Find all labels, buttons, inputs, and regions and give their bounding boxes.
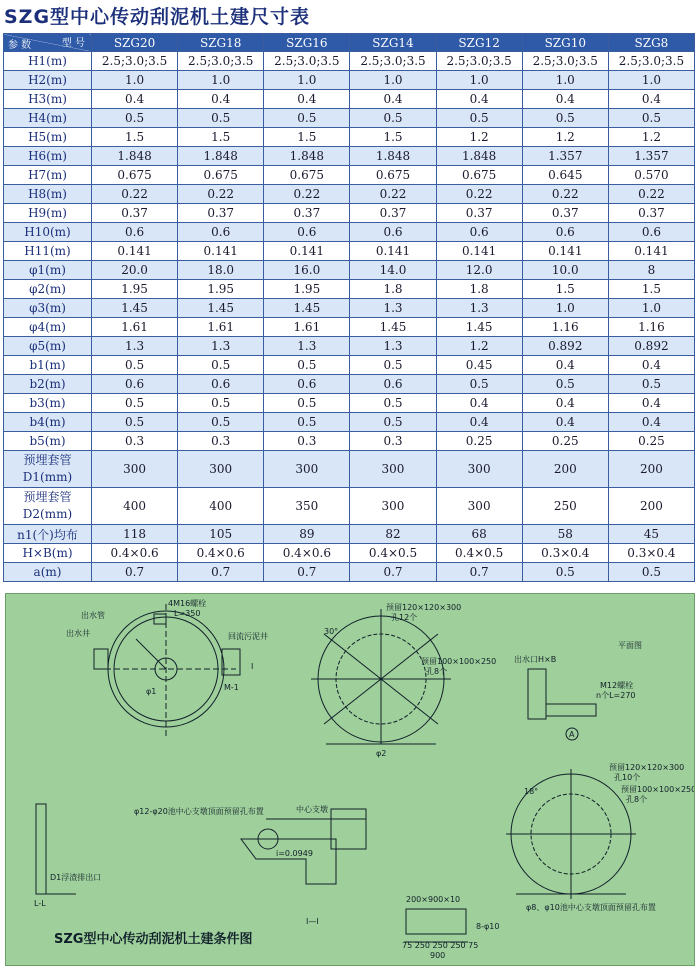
value-cell: 0.22: [178, 185, 264, 204]
model-header-szg18: SZG18: [178, 34, 264, 52]
value-cell: 0.6: [436, 223, 522, 242]
page-title: SZG型中心传动刮泥机土建尺寸表: [4, 6, 311, 28]
value-cell: 0.7: [264, 563, 350, 582]
value-cell: 300: [92, 451, 178, 488]
param-label: H9(m): [4, 204, 92, 223]
value-cell: 1.3: [436, 299, 522, 318]
table-row: [4, 71, 695, 90]
value-cell: 1.0: [92, 71, 178, 90]
value-cell: 58: [522, 525, 608, 544]
table-row: [4, 544, 695, 563]
value-cell: 0.645: [522, 166, 608, 185]
value-cell: 0.5: [178, 109, 264, 128]
param-label: H4(m): [4, 109, 92, 128]
table-row: [4, 52, 695, 71]
table-row: [4, 337, 695, 356]
value-cell: 1.2: [522, 128, 608, 147]
value-cell: 0.37: [350, 204, 436, 223]
label-outlet-well: 出水井: [66, 629, 90, 638]
value-cell: 1.357: [608, 147, 694, 166]
value-cell: 0.45: [436, 356, 522, 375]
value-cell: 1.357: [522, 147, 608, 166]
value-cell: 0.892: [522, 337, 608, 356]
value-cell: 0.5: [92, 356, 178, 375]
value-cell: 1.2: [436, 337, 522, 356]
value-cell: 400: [92, 488, 178, 525]
value-cell: 0.5: [178, 394, 264, 413]
value-cell: 0.25: [436, 432, 522, 451]
value-cell: 300: [350, 488, 436, 525]
table-row: [4, 242, 695, 261]
value-cell: 1.0: [178, 71, 264, 90]
label-plan-view: 平面图: [618, 641, 642, 650]
value-cell: 1.61: [92, 318, 178, 337]
param-label: b2(m): [4, 375, 92, 394]
value-cell: 0.4: [350, 90, 436, 109]
table-row: [4, 563, 695, 582]
value-cell: 1.848: [264, 147, 350, 166]
value-cell: 1.848: [178, 147, 264, 166]
value-cell: 0.5: [350, 356, 436, 375]
value-cell: 1.5: [522, 280, 608, 299]
ll-wall: [36, 804, 46, 894]
value-cell: 1.95: [264, 280, 350, 299]
value-cell: 0.5: [264, 109, 350, 128]
value-cell: 0.3×0.4: [608, 544, 694, 563]
label-dim-900: 900: [430, 951, 446, 960]
value-cell: 0.5: [522, 375, 608, 394]
value-cell: 0.5: [608, 563, 694, 582]
param-label: φ3(m): [4, 299, 92, 318]
table-row: [4, 394, 695, 413]
value-cell: 400: [178, 488, 264, 525]
value-cell: 118: [92, 525, 178, 544]
param-label: 预埋套管 D1(mm): [4, 451, 92, 488]
value-cell: 0.4×0.6: [178, 544, 264, 563]
label-phi1: φ1: [146, 687, 157, 696]
value-cell: 0.4×0.5: [436, 544, 522, 563]
corner-model-label: 型 号: [61, 38, 85, 49]
value-cell: 0.7: [92, 563, 178, 582]
value-cell: 0.892: [608, 337, 694, 356]
param-label: φ5(m): [4, 337, 92, 356]
value-cell: 0.6: [264, 375, 350, 394]
label-note-810: φ8、φ10池中心支墩顶面预留孔布置: [526, 903, 656, 912]
value-cell: 0.6: [264, 223, 350, 242]
label-l350: L=350: [174, 609, 201, 618]
label-return-well: 回流污泥井: [228, 632, 268, 641]
value-cell: 0.37: [92, 204, 178, 223]
value-cell: 0.4×0.5: [350, 544, 436, 563]
value-cell: 0.4: [92, 90, 178, 109]
label-m12-bolt: M12螺栓: [600, 681, 634, 690]
value-cell: 1.0: [608, 71, 694, 90]
value-cell: 0.4: [522, 413, 608, 432]
value-cell: 0.5: [92, 413, 178, 432]
label-section-ll: L-L: [34, 899, 46, 908]
value-cell: 89: [264, 525, 350, 544]
value-cell: 0.25: [522, 432, 608, 451]
value-cell: 1.3: [350, 337, 436, 356]
value-cell: 1.45: [264, 299, 350, 318]
param-label: H3(m): [4, 90, 92, 109]
label-outlet-pipe: 出水管: [81, 611, 105, 620]
value-cell: 1.0: [522, 71, 608, 90]
value-cell: 1.95: [178, 280, 264, 299]
value-cell: 1.0: [264, 71, 350, 90]
param-label: φ2(m): [4, 280, 92, 299]
value-cell: 0.6: [92, 223, 178, 242]
value-cell: 2.5;3.0;3.5: [92, 52, 178, 71]
value-cell: 0.5: [522, 563, 608, 582]
value-cell: 0.141: [264, 242, 350, 261]
value-cell: 0.5: [92, 109, 178, 128]
value-cell: 0.22: [436, 185, 522, 204]
value-cell: 0.675: [178, 166, 264, 185]
table-row: [4, 356, 695, 375]
value-cell: 0.141: [92, 242, 178, 261]
value-cell: 0.4: [608, 413, 694, 432]
value-cell: 2.5;3.0;3.5: [436, 52, 522, 71]
param-label: φ1(m): [4, 261, 92, 280]
value-cell: 1.61: [178, 318, 264, 337]
param-label: H×B(m): [4, 544, 92, 563]
value-cell: 1.45: [436, 318, 522, 337]
table-row: [4, 185, 695, 204]
value-cell: 2.5;3.0;3.5: [608, 52, 694, 71]
value-cell: 300: [264, 451, 350, 488]
value-cell: 0.37: [608, 204, 694, 223]
value-cell: 0.3: [264, 432, 350, 451]
table-row: [4, 525, 695, 544]
value-cell: 0.141: [522, 242, 608, 261]
detail-wall: [528, 669, 546, 719]
param-label: a(m): [4, 563, 92, 582]
value-cell: 0.4: [608, 356, 694, 375]
value-cell: 0.5: [264, 413, 350, 432]
value-cell: 0.22: [350, 185, 436, 204]
value-cell: 1.2: [608, 128, 694, 147]
value-cell: 0.141: [178, 242, 264, 261]
drawing-svg: [6, 594, 695, 966]
bolt-box: [154, 614, 166, 624]
value-cell: 350: [264, 488, 350, 525]
value-cell: 0.25: [608, 432, 694, 451]
table-body: [4, 52, 695, 582]
value-cell: 300: [350, 451, 436, 488]
table-row: [4, 128, 695, 147]
table-row: [4, 299, 695, 318]
value-cell: 1.61: [264, 318, 350, 337]
value-cell: 2.5;3.0;3.5: [350, 52, 436, 71]
label-hole-8: 孔8个: [426, 667, 448, 676]
label-hole-8b: 孔8个: [626, 795, 648, 804]
value-cell: 1.5: [350, 128, 436, 147]
value-cell: 1.45: [178, 299, 264, 318]
value-cell: 0.22: [264, 185, 350, 204]
value-cell: 0.141: [350, 242, 436, 261]
value-cell: 1.2: [436, 128, 522, 147]
label-hole-note-12: φ12-φ20池中心支墩顶面预留孔布置: [134, 807, 264, 816]
value-cell: 1.5: [608, 280, 694, 299]
value-cell: 0.4: [608, 90, 694, 109]
value-cell: 0.22: [522, 185, 608, 204]
value-cell: 1.16: [608, 318, 694, 337]
label-hole-10: 孔10个: [614, 773, 641, 782]
value-cell: 20.0: [92, 261, 178, 280]
value-cell: 1.3: [264, 337, 350, 356]
table-row: [4, 488, 695, 525]
value-cell: 0.5: [350, 109, 436, 128]
param-label: H5(m): [4, 128, 92, 147]
corner-param-label: 参 数: [8, 40, 32, 51]
value-cell: 300: [436, 451, 522, 488]
value-cell: 0.4×0.6: [92, 544, 178, 563]
label-angle-30: 30°: [324, 627, 339, 636]
label-section-ii: I—I: [306, 917, 319, 926]
value-cell: 0.3: [178, 432, 264, 451]
table-row: [4, 261, 695, 280]
value-cell: 0.5: [608, 109, 694, 128]
value-cell: 0.675: [350, 166, 436, 185]
value-cell: 1.0: [522, 299, 608, 318]
value-cell: 0.4: [178, 90, 264, 109]
table-row: [4, 375, 695, 394]
value-cell: 0.4: [608, 394, 694, 413]
value-cell: 0.37: [522, 204, 608, 223]
value-cell: 1.8: [350, 280, 436, 299]
param-label: H6(m): [4, 147, 92, 166]
value-cell: 82: [350, 525, 436, 544]
table-row: [4, 413, 695, 432]
label-detail-a: A: [569, 730, 575, 739]
value-cell: 1.848: [350, 147, 436, 166]
value-cell: 2.5;3.0;3.5: [264, 52, 350, 71]
value-cell: 0.5: [350, 413, 436, 432]
param-label: b5(m): [4, 432, 92, 451]
value-cell: 1.848: [92, 147, 178, 166]
param-label: H8(m): [4, 185, 92, 204]
value-cell: 1.848: [436, 147, 522, 166]
value-cell: 1.5: [92, 128, 178, 147]
value-cell: 0.4: [436, 394, 522, 413]
model-header-szg20: SZG20: [92, 34, 178, 52]
value-cell: 0.4: [264, 90, 350, 109]
value-cell: 0.4: [522, 394, 608, 413]
value-cell: 0.5: [264, 356, 350, 375]
value-cell: 0.5: [608, 375, 694, 394]
table-row: [4, 166, 695, 185]
param-label: b3(m): [4, 394, 92, 413]
label-phi10-8: 8-φ10: [476, 922, 500, 931]
param-label: n1(个)均布: [4, 525, 92, 544]
model-header-szg10: SZG10: [522, 34, 608, 52]
param-label: b1(m): [4, 356, 92, 375]
value-cell: 200: [608, 451, 694, 488]
value-cell: 1.45: [92, 299, 178, 318]
value-cell: 200: [608, 488, 694, 525]
label-bolt-4m16: 4M16螺栓: [168, 599, 207, 608]
outlet-box: [94, 649, 108, 669]
label-dim-row: 75 250 250 250 75: [402, 941, 479, 950]
value-cell: 0.6: [350, 223, 436, 242]
value-cell: 0.675: [264, 166, 350, 185]
param-label: H7(m): [4, 166, 92, 185]
value-cell: 0.3×0.4: [522, 544, 608, 563]
value-cell: 0.5: [264, 394, 350, 413]
value-cell: 1.0: [436, 71, 522, 90]
value-cell: 68: [436, 525, 522, 544]
table-header-row: [4, 34, 695, 52]
value-cell: 0.675: [436, 166, 522, 185]
table-row: [4, 280, 695, 299]
param-label: H1(m): [4, 52, 92, 71]
value-cell: 200: [522, 451, 608, 488]
value-cell: 0.6: [178, 375, 264, 394]
value-cell: 0.7: [350, 563, 436, 582]
param-label: H2(m): [4, 71, 92, 90]
param-label: H10(m): [4, 223, 92, 242]
value-cell: 1.16: [522, 318, 608, 337]
table-corner-cell: [4, 34, 92, 52]
value-cell: 2.5;3.0;3.5: [178, 52, 264, 71]
label-phi2: φ2: [376, 749, 387, 758]
value-cell: 0.7: [436, 563, 522, 582]
value-cell: 2.5;3.0;3.5: [522, 52, 608, 71]
value-cell: 0.6: [522, 223, 608, 242]
model-header-szg14: SZG14: [350, 34, 436, 52]
value-cell: 1.5: [264, 128, 350, 147]
value-cell: 45: [608, 525, 694, 544]
table-row: [4, 432, 695, 451]
value-cell: 250: [522, 488, 608, 525]
model-header-szg16: SZG16: [264, 34, 350, 52]
value-cell: 0.5: [178, 413, 264, 432]
value-cell: 0.5: [436, 109, 522, 128]
value-cell: 0.5: [178, 356, 264, 375]
label-angle-18: 18°: [524, 787, 539, 796]
construction-drawing: [5, 593, 695, 966]
value-cell: 0.7: [178, 563, 264, 582]
value-cell: 0.5: [522, 109, 608, 128]
label-hole-12: 孔12个: [391, 613, 418, 622]
value-cell: 16.0: [264, 261, 350, 280]
value-cell: 0.6: [92, 375, 178, 394]
value-cell: 0.4: [522, 90, 608, 109]
model-header-szg8: SZG8: [608, 34, 694, 52]
dimension-table: [3, 33, 695, 582]
table-row: [4, 147, 695, 166]
value-cell: 1.3: [178, 337, 264, 356]
value-cell: 0.4: [522, 356, 608, 375]
model-header-szg12: SZG12: [436, 34, 522, 52]
table-row: [4, 204, 695, 223]
table-row: [4, 90, 695, 109]
value-cell: 8: [608, 261, 694, 280]
value-cell: 0.4: [436, 413, 522, 432]
label-d1-outlet: D1浮渣排出口: [50, 873, 102, 882]
label-prehole-120: 预留120×120×300: [386, 603, 462, 612]
label-dim-200x900: 200×900×10: [406, 895, 461, 904]
value-cell: 1.0: [608, 299, 694, 318]
radius-line: [136, 639, 166, 669]
value-cell: 0.675: [92, 166, 178, 185]
label-center-pier: 中心支墩: [296, 805, 328, 814]
value-cell: 300: [436, 488, 522, 525]
value-cell: 0.6: [608, 223, 694, 242]
value-cell: 10.0: [522, 261, 608, 280]
label-outlet-hxb: 出水口H×B: [514, 655, 557, 664]
value-cell: 1.0: [350, 71, 436, 90]
param-label: φ4(m): [4, 318, 92, 337]
value-cell: 1.3: [92, 337, 178, 356]
value-cell: 0.5: [92, 394, 178, 413]
value-cell: 12.0: [436, 261, 522, 280]
value-cell: 0.570: [608, 166, 694, 185]
label-section-i: I: [251, 662, 254, 671]
value-cell: 1.3: [350, 299, 436, 318]
bottom-plate: [406, 909, 466, 934]
value-cell: 0.6: [178, 223, 264, 242]
value-cell: 0.5: [436, 375, 522, 394]
value-cell: 0.3: [92, 432, 178, 451]
label-prehole-100b: 预留100×100×250: [621, 785, 696, 794]
value-cell: 0.5: [350, 394, 436, 413]
value-cell: 0.6: [350, 375, 436, 394]
value-cell: 1.45: [350, 318, 436, 337]
drawing-caption: SZG型中心传动刮泥机土建条件图: [54, 932, 253, 947]
value-cell: 0.141: [608, 242, 694, 261]
value-cell: 0.37: [436, 204, 522, 223]
section-ii-outline: [241, 839, 336, 884]
value-cell: 18.0: [178, 261, 264, 280]
param-label: H11(m): [4, 242, 92, 261]
value-cell: 0.22: [92, 185, 178, 204]
label-slope: i=0.0949: [276, 849, 313, 858]
value-cell: 0.37: [178, 204, 264, 223]
value-cell: 0.4: [436, 90, 522, 109]
label-n-l270: n个L=270: [596, 691, 636, 700]
value-cell: 1.95: [92, 280, 178, 299]
value-cell: 0.3: [350, 432, 436, 451]
param-label: 预埋套管 D2(mm): [4, 488, 92, 525]
table-row: [4, 223, 695, 242]
value-cell: 0.37: [264, 204, 350, 223]
label-prehole-120b: 预留120×120×300: [609, 763, 685, 772]
return-well-box: [222, 649, 240, 675]
param-label: b4(m): [4, 413, 92, 432]
detail-slab: [546, 704, 596, 716]
value-cell: 0.141: [436, 242, 522, 261]
value-cell: 0.22: [608, 185, 694, 204]
label-prehole-100: 预留100×100×250: [421, 657, 497, 666]
table-row: [4, 109, 695, 128]
value-cell: 1.5: [178, 128, 264, 147]
table-row: [4, 451, 695, 488]
value-cell: 300: [178, 451, 264, 488]
value-cell: 1.8: [436, 280, 522, 299]
table-row: [4, 318, 695, 337]
value-cell: 105: [178, 525, 264, 544]
value-cell: 0.4×0.6: [264, 544, 350, 563]
value-cell: 14.0: [350, 261, 436, 280]
label-m1: M-1: [224, 683, 239, 692]
